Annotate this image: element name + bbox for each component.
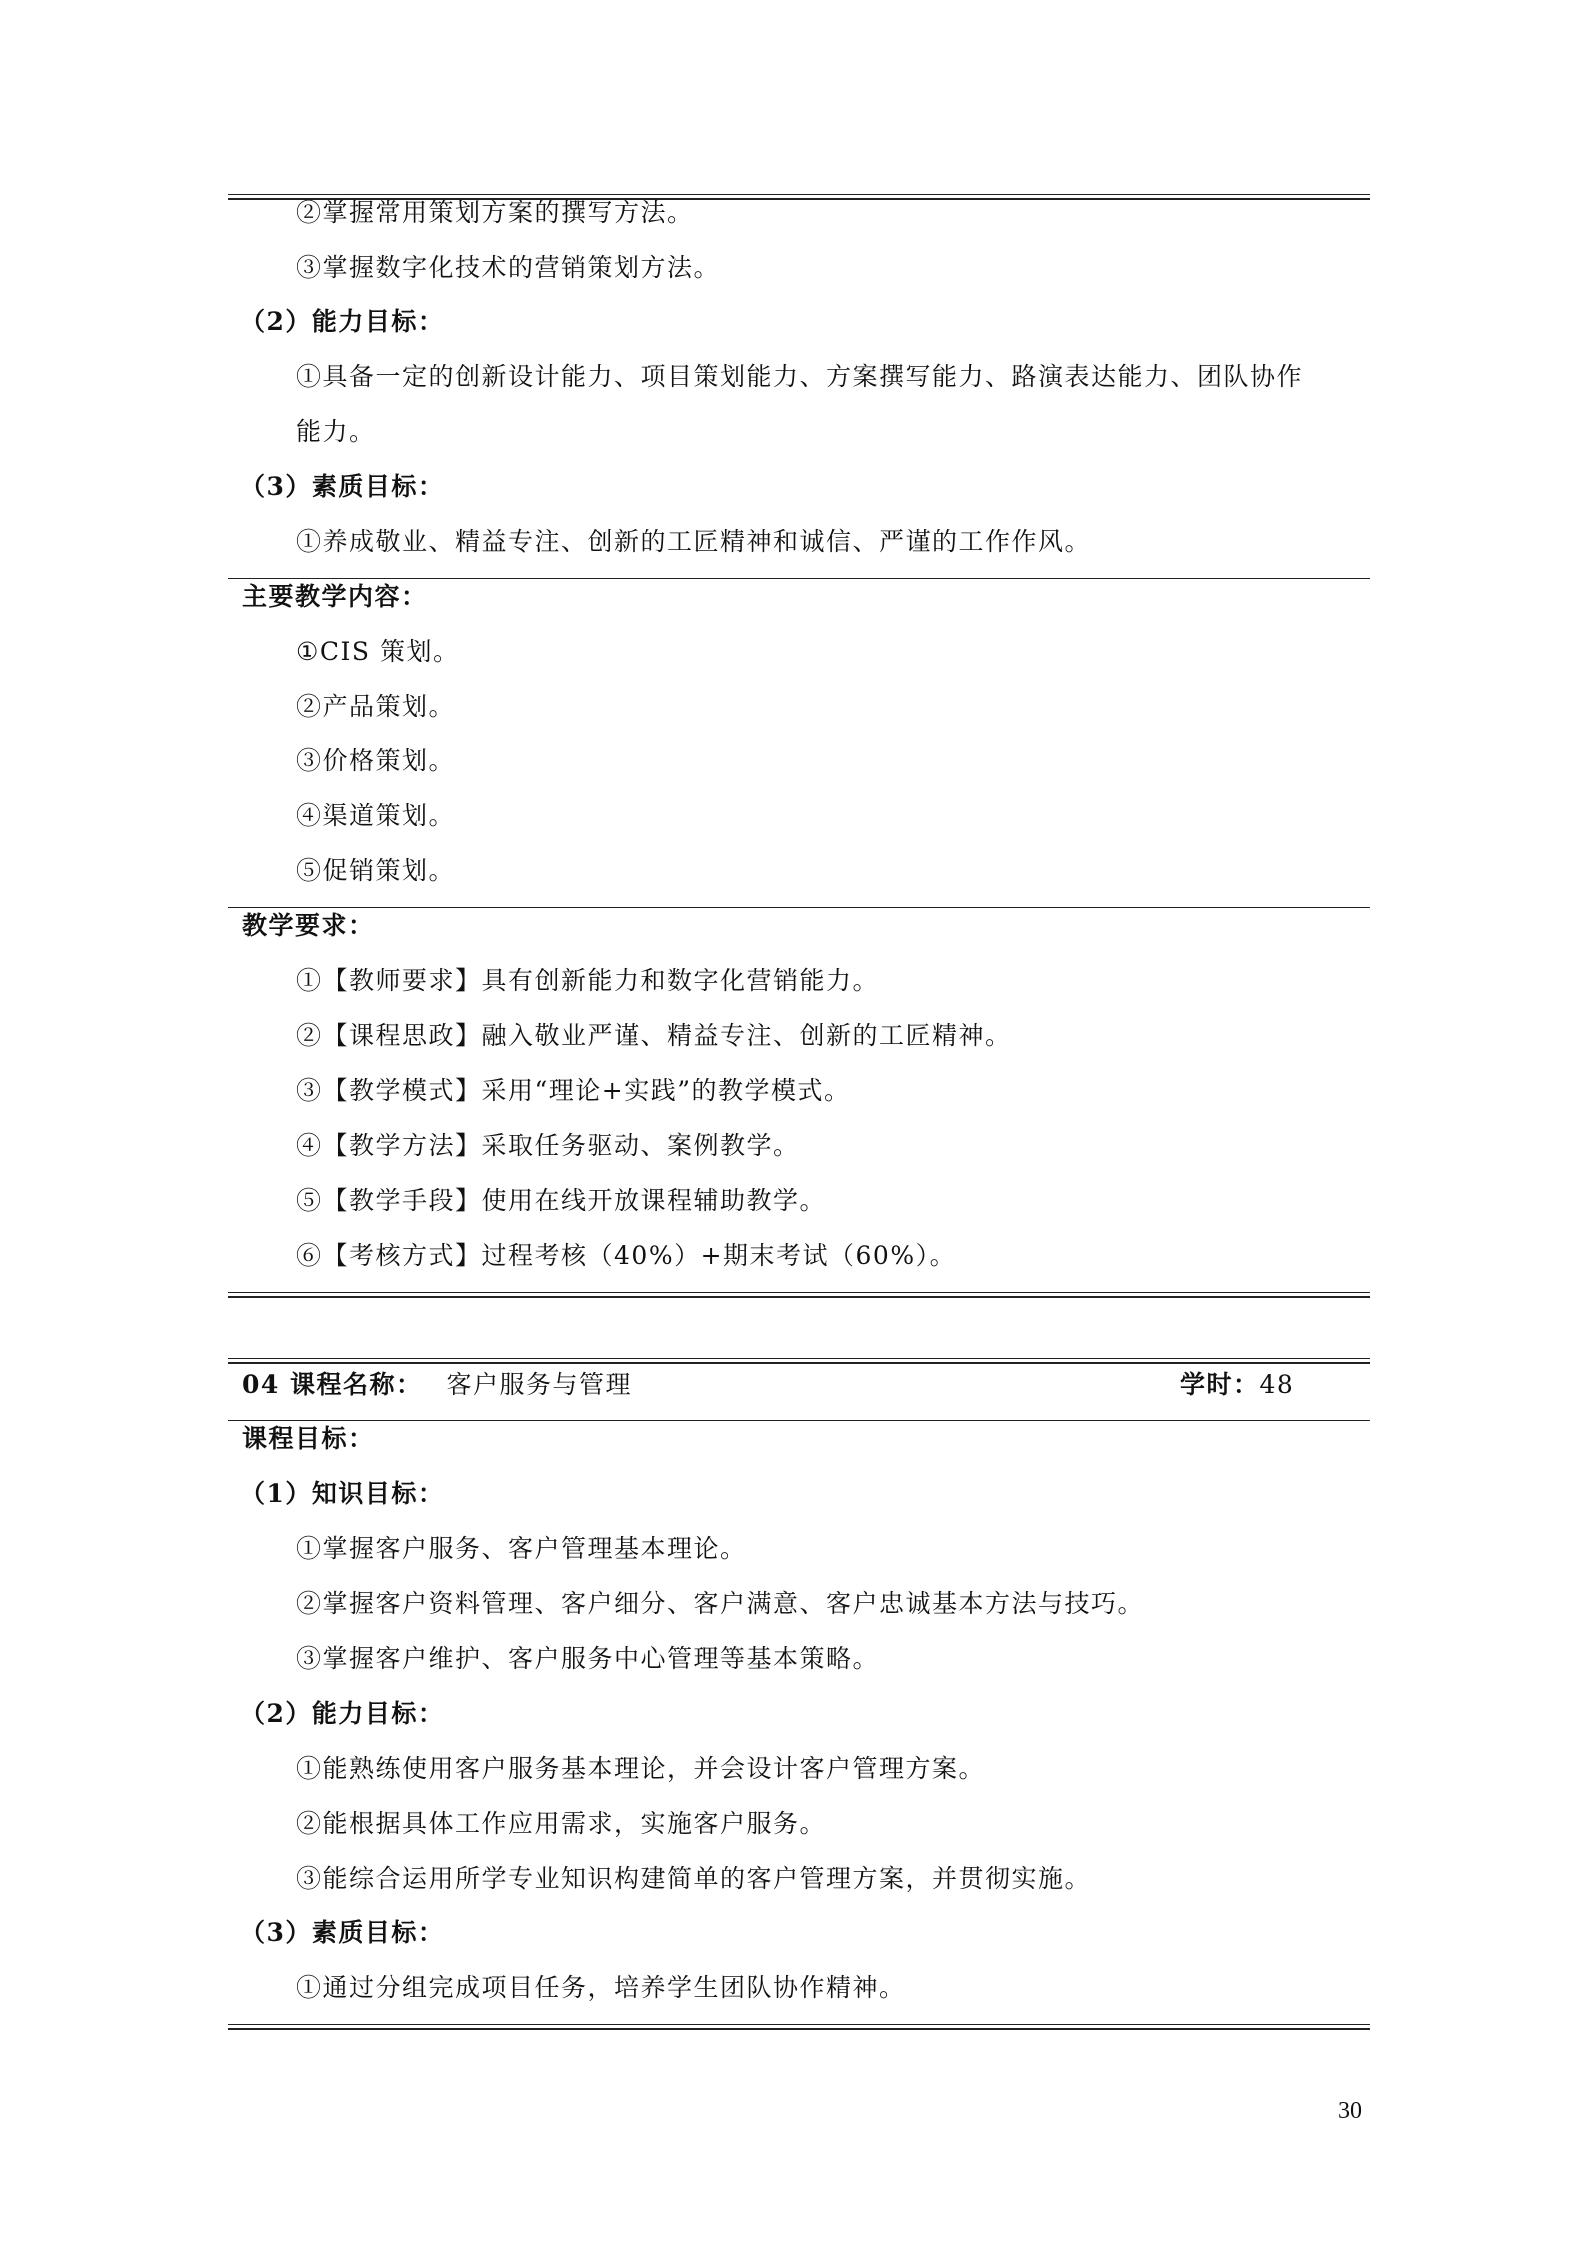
req-item: ⑥【考核方式】过程考核（40%）+期末考试（60%）。 bbox=[296, 1241, 957, 1270]
content-item: ③价格策划。 bbox=[296, 746, 456, 775]
knowledge-heading: （1）知识目标： bbox=[240, 1479, 445, 1508]
content-item: ⑤促销策划。 bbox=[296, 856, 456, 885]
req-item: ①【教师要求】具有创新能力和数字化营销能力。 bbox=[296, 966, 880, 995]
content-item: ①CIS 策划。 bbox=[296, 637, 460, 666]
content-heading: 主要教学内容： bbox=[242, 582, 428, 611]
req-item: ③【教学模式】采用“理论+实践”的教学模式。 bbox=[296, 1076, 851, 1105]
quality-item: ①通过分组完成项目任务，培养学生团队协作精神。 bbox=[296, 1973, 906, 2002]
quality-heading: （3）素质目标： bbox=[240, 1918, 445, 1947]
req-item: ④【教学方法】采取任务驱动、案例教学。 bbox=[296, 1131, 800, 1160]
divider bbox=[228, 1420, 1370, 1421]
page-number: 30 bbox=[1338, 2098, 1362, 2124]
quality-item: ①养成敬业、精益专注、创新的工匠精神和诚信、严谨的工作作风。 bbox=[296, 527, 1092, 556]
content-item: ②产品策划。 bbox=[296, 692, 456, 721]
ability-heading: （2）能力目标： bbox=[240, 1699, 445, 1728]
req-item: ⑤【教学手段】使用在线开放课程辅助教学。 bbox=[296, 1186, 827, 1215]
divider bbox=[228, 907, 1370, 908]
ability-item-cont: 能力。 bbox=[296, 417, 376, 446]
knowledge-item: ③掌握数字化技术的营销策划方法。 bbox=[296, 253, 721, 282]
knowledge-item: ③掌握客户维护、客户服务中心管理等基本策略。 bbox=[296, 1644, 880, 1673]
ability-heading: （2）能力目标： bbox=[240, 307, 445, 336]
ability-item: ①具备一定的创新设计能力、项目策划能力、方案撰写能力、路演表达能力、团队协作 bbox=[296, 362, 1304, 391]
req-item: ②【课程思政】融入敬业严谨、精益专注、创新的工匠精神。 bbox=[296, 1021, 1012, 1050]
knowledge-item: ②掌握常用策划方案的撰写方法。 bbox=[296, 198, 694, 227]
hours-label: 学时： bbox=[1180, 1370, 1260, 1399]
section-end-double-rule bbox=[228, 1292, 1370, 1298]
ability-item: ③能综合运用所学专业知识构建简单的客户管理方案，并贯彻实施。 bbox=[296, 1864, 1092, 1893]
req-heading: 教学要求： bbox=[242, 911, 375, 940]
content-item: ④渠道策划。 bbox=[296, 801, 456, 830]
ability-item: ②能根据具体工作应用需求，实施客户服务。 bbox=[296, 1809, 827, 1838]
quality-heading: （3）素质目标： bbox=[240, 472, 445, 501]
ability-item: ①能熟练使用客户服务基本理论，并会设计客户管理方案。 bbox=[296, 1754, 986, 1783]
course-name-label: 04 课程名称： bbox=[242, 1370, 423, 1399]
course-name-row bbox=[242, 1370, 632, 1400]
course-hours bbox=[1180, 1370, 1294, 1400]
divider bbox=[228, 578, 1370, 579]
goal-heading: 课程目标： bbox=[242, 1424, 375, 1453]
bottom-double-rule bbox=[228, 2024, 1370, 2030]
course-name-value: 客户服务与管理 bbox=[446, 1370, 633, 1399]
knowledge-item: ①掌握客户服务、客户管理基本理论。 bbox=[296, 1534, 747, 1563]
knowledge-item: ②掌握客户资料管理、客户细分、客户满意、客户忠诚基本方法与技巧。 bbox=[296, 1589, 1145, 1618]
course-header-double-rule bbox=[228, 1358, 1370, 1364]
hours-value: 48 bbox=[1259, 1370, 1295, 1399]
